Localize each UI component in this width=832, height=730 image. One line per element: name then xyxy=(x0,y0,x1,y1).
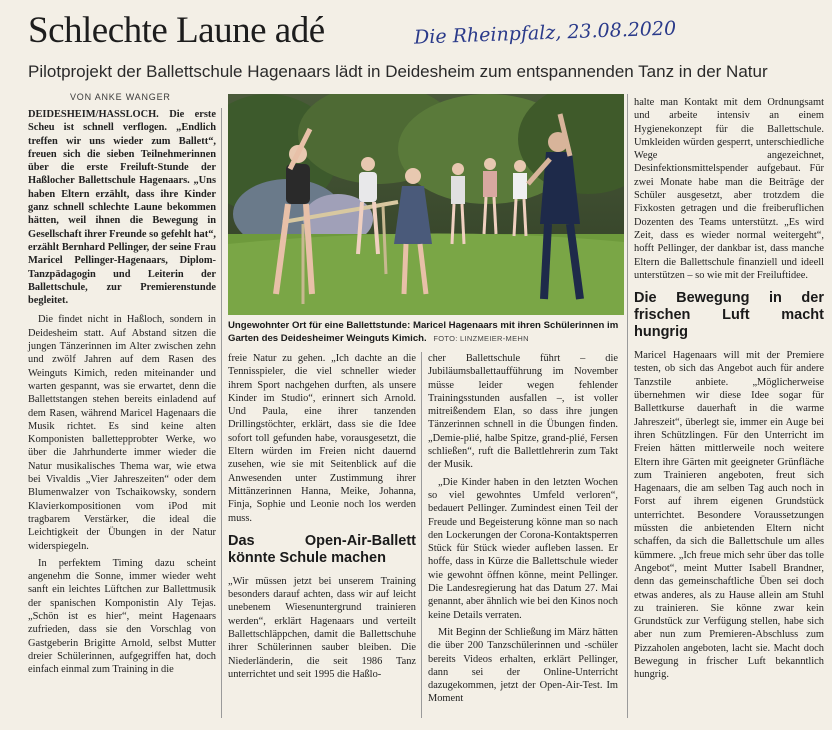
section-subtitle: Das Open-Air-Ballett könnte Schule machen xyxy=(228,532,416,566)
paragraph: Maricel Hagenaars will mit der Premiere testen, ob sich das Angebot auch für andere Tanzstile anbiete. „Möglicherweise übernehmen wir diese Idee sogar für Ballettkurse dauerhaft in die warme Jahreszeit“, überlegt sie, immer ein Auge bei ihren Schützlingen. Für den Unterricht im Freien hätten mittlerweile noch weitere Eltern ihre Gärten mit geeigneter Grünfläche zum Trainieren angeboten, freut sich Hagenaars, die am selben Tag auch noch in Forst auf ihrem eigenen Grundstück unterrichtet. Besondere Voraussetzungen müssten die anbietenden Eltern nicht schaffen, da sich die Ballettschule um alles kümmere. „Ich freue mich sehr über das tolle Angebot“, meint Mutter Isabell Brandner, denn das gemeinschaftliche Üben sei doch etwas anderes, als zu Hause allein am Stuhl zu trainieren. Sie könne zwar kein Grundstück zur Verfügung stellen, habe sich aber nun zum Premieren-Abschluss zum Pizzaholen angeboten, lacht sie. Macht doch Bewegung in frischer Luft bekanntlich hungrig. xyxy=(634,350,824,681)
intro-paragraph: DEIDESHEIM/HASSLOCH. Die erste Scheu ist schnell verflogen. „Endlich treffen wir uns wieder zum Ballett“, freuen sich die sieben Teilnehmerinnen über die erste Freiluft-Stunde der Haßlocher Ballettschule Hagenaars. „Uns haben Eltern erzählt, dass ihre Kinder ganz schnell schlechte Laune bekommen hätten, weil ihnen die Bewegung in Gesellschaft ihrer Freunde so gefehlt hat“, erzählt Bernhard Pellinger, der seine Frau Maricel Pellinger-Hagenaars, Diplom-Tanzpädagogin und Leiterin der Ballettschule, zur Premierenstunde begleitet. xyxy=(28,109,216,307)
paragraph: Mit Beginn der Schließung im März hätten die über 200 Tanzschülerinnen und -schüler bereits Videos erhalten, erklärt Pellinger, dann sei der Online-Unterricht dazugekommen, jetzt der Open-Air-Test. Im Moment xyxy=(428,626,618,705)
section-subtitle: Die Bewegung in der frischen Luft macht hungrig xyxy=(634,290,824,341)
text-column-3 xyxy=(428,352,618,710)
paragraph: „Die Kinder haben in den letzten Wochen so viel gewohntes Umfeld verloren“, bedauert Pellinger. Zumindest einen Teil der Freude und Begeisterung könne man so nach den Lockerungen der Corona-Kontaktsperren Stück für Stück wieder aufleben lassen. Er hoffe, dass in Kürze die Ballettschule wieder wie gewohnt öffnen könne, meint Pellinger. Die Landesregierung hat das Datum 27. Mai genannt, aber ähnlich wie bei den Kinos noch keine Details verraten. xyxy=(428,476,618,621)
paragraph: freie Natur zu gehen. „Ich dachte an die Tennisspieler, die viel schneller wieder ihrem Sport nachgehen durften, als unsere Kinder im Studio“, erinnert sich Arnold. Und Paula, eine ihrer tanzenden Drillingstöchter, erklärt, dass sie die Idee sofort toll gefunden habe, vorausgesetzt, die Eltern würden im Freien nicht dauernd zusehen, wie sie mit Seitenblick auf die Anwesenden unter Zustimmung ihrer Mittänzerinnen Hanna, Meike, Johanna, Finja, Sophie und Leonie noch los werden muss. xyxy=(228,353,416,524)
byline: VON ANKE WANGER xyxy=(70,92,171,102)
handwritten-source-note: Die Rheinpfalz, 23.08.2020 xyxy=(413,17,677,49)
column-divider xyxy=(421,352,422,718)
headline: Schlechte Laune adé xyxy=(28,10,325,51)
photo-credit: FOTO: LINZMEIER-MEHN xyxy=(433,333,529,343)
caption-text: Ungewohnter Ort für eine Ballettstunde: Maricel Hagenaars mit ihren Schülerinnen im Garten des Deidesheimer Weinguts Kimich. xyxy=(228,320,619,344)
ballet-garden-photo xyxy=(228,94,624,315)
subheadline: Pilotprojekt der Ballettschule Hagenaars lädt in Deidesheim zum entspannenden Tanz in der Natur xyxy=(28,62,768,81)
paragraph: Die findet nicht in Haßloch, sondern in Deidesheim statt. Auf Abstand sitzen die jungen Tänzerinnen im Alter zwischen zehn und zwölf Jahren auf dem Rasen des Weinguts Kimich, reden miteinander und warten gespannt, was sie erwartet, denn die Ballettstangen stehen bereits einladend auf dem Rasen, während Maricel Hagenaars die Musik richtet. Es sind keine alten Komponisten ballettерprobter Werke, wo über die Jahrhunderte immer wieder die Natur musikalisches Thema war, wie etwa bei Vivaldis „Vier Jahreszeiten“ oder dem Blumenwalzer von Tschaikowsky, sondern Klavierkompositionen vom iPod mit tragbarem Verstärker, die ideal die Leichtigkeit der Übungen in der Natur widerspiegeln. xyxy=(28,314,216,552)
text-column-2 xyxy=(228,352,416,685)
column-divider xyxy=(221,108,222,718)
paragraph: halte man Kontakt mit dem Ordnungsamt und arbeite intensiv an einem Hygienekonzept für die Ballettschule. Umkleiden würden gesperrt, unterschiedliche Wege angezeichnet, Desinfektionsmittelspender aufgebaut. Für zwei Monate habe man die Beiträge der Schüler ausgesetzt, aber trotzdem die Fixkosten getragen und die freiberuflichen Dozenten des Teams unterstützt. „Es wird Zeit, dass es wieder normal weitergeht“, hofft Pellinger, der dankbar ist, dass manche Eltern die Ballettschule finanziell und ideell unterstützen – so wie mit der Freiluftidee. xyxy=(634,97,824,281)
paragraph: „Wir müssen jetzt bei unserem Training besonders darauf achten, dass wir auf leicht unebenem Wiesenuntergrund trainieren werden“, erklärt Hagenaars und verteilt Ballettschläppchen, damit die Ballettschuhe ihrer Schülerinnen sauber bleiben. Die Niederländerin, die seit 1986 Tanz unterrichtet und seit 1995 die Haßlo- xyxy=(228,575,416,680)
article-photo xyxy=(228,94,624,315)
text-column-1 xyxy=(28,108,216,680)
paragraph: In perfektem Timing dazu scheint angenehm die Sonne, immer wieder weht sanft ein leichtes Lüftchen zur Ballettmusik der spanischen Komponistin Aly Tejas. „Schön ist es hier“, meint Hagenaars zufrieden, dass sie den Vorschlag von Gastgeberin Brigitte Arnold, selbst Mutter dreier Schülerinnen, aufgegriffen hat, doch einfach einmal zum Training in die xyxy=(28,557,216,676)
text-column-4 xyxy=(634,96,824,686)
paragraph: cher Ballettschule führt – die Jubiläumsballettaufführung im November müsse leider wegen fehlender Trainingsstunden ausfallen –, ist voller mitreißendem Elan, so dass ihre jungen Tänzerinnen schnell in die Übungen finden. „Demie-plié, halbe Spitze, grand-plié, Fersen schließen“, ruft die Ballettlehrerin zum Takt der Musik. xyxy=(428,353,618,471)
column-divider xyxy=(627,94,628,718)
photo-caption xyxy=(228,320,624,345)
